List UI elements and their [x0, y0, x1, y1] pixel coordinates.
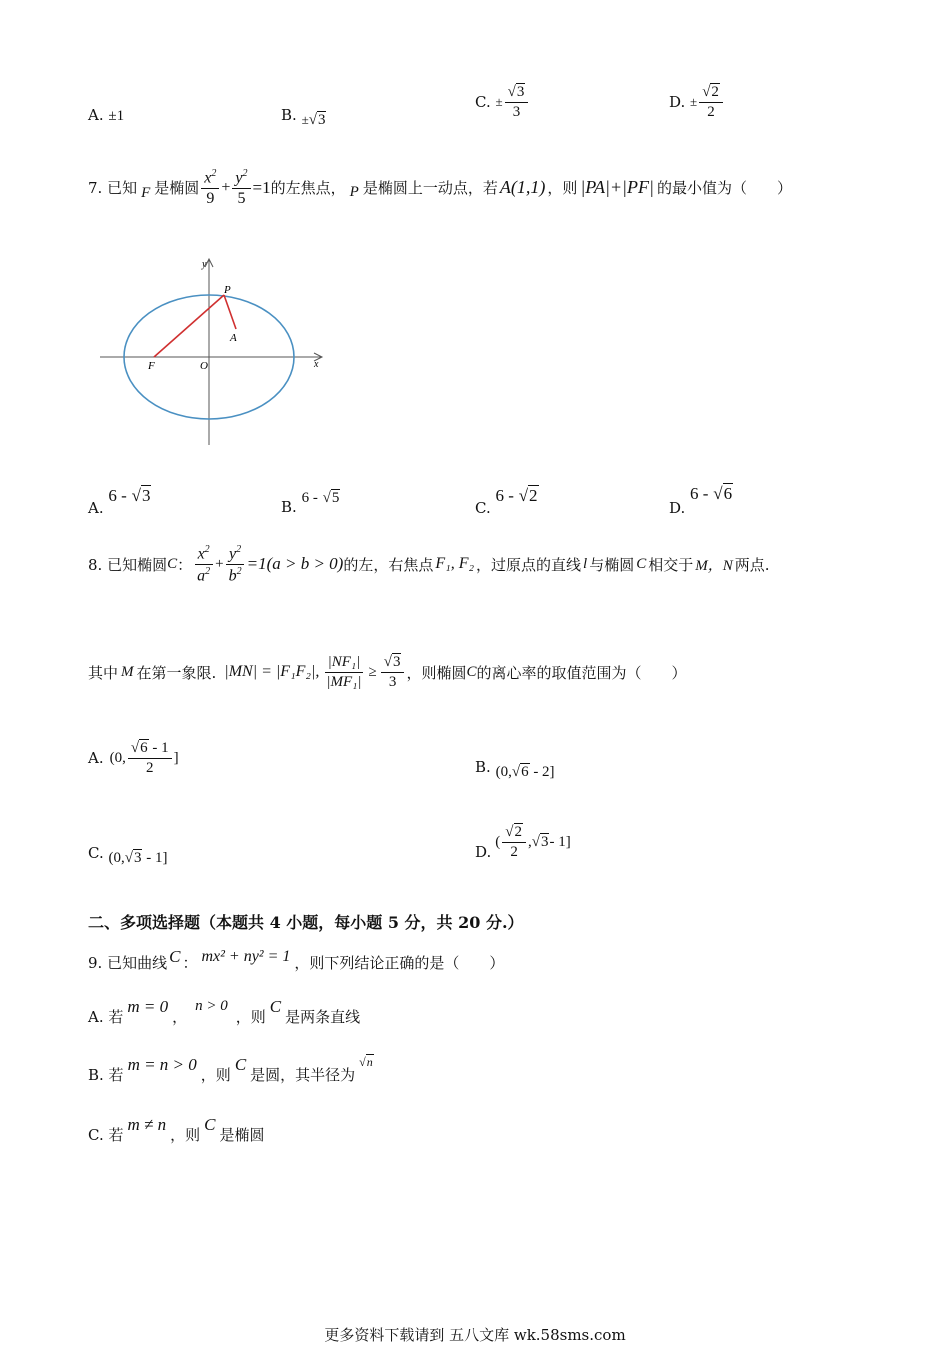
q8-stem-line2: 其中 M 在第一象限. |MN| = |F₁F₂|, $\frac{\text{|NF₁|}}{\text{|MF₁|}}$ ≥ $\frac{√3}{3}$ ，则椭圆 C 的离心率的取值范围为（ ）	[88, 654, 687, 690]
q6-option-c: C. ± $\frac{√3}{3}$	[475, 84, 530, 120]
label-y: y	[202, 259, 207, 270]
q9-stem: 9. 已知曲线 C ： mx² + ny² = 1 ，则下列结论正确的是（ ）	[88, 946, 505, 972]
q8-option-b: B. (0,√6 - 2]	[475, 758, 555, 780]
q8-stem-line1: 8. 已知椭圆 C ： $\frac{x^2}{a^2}$ + $\frac{y^2}{b^2}$ =1(a > b > 0) 的左，右焦点 F₁, F₂ ，过原点的直线 l 与椭圆 C 相交于 M，N 两点.	[88, 544, 770, 585]
q7-option-d: D. 6 - √6	[669, 484, 733, 517]
q8-option-a: A. (0, $\frac{√6 - 1}{2}$ ]	[88, 740, 179, 776]
q7-option-c: C. 6 - √2	[475, 486, 538, 517]
q9-option-b: B. 若 m = n > 0 ，则 C 是圆，其半径为 √n	[88, 1054, 373, 1084]
section-heading: 二、多项选择题（本题共 4 小题，每小题 5 分，共 20 分.）	[88, 913, 524, 932]
footer-text: 更多资料下载请到 五八文库 wk.58sms.com	[324, 1326, 626, 1344]
label-a: A	[230, 332, 237, 344]
q9-option-c: C. 若 m ≠ n ，则 C 是椭圆	[88, 1114, 265, 1144]
segment-pa	[224, 295, 236, 329]
q7-ellipse-figure	[96, 255, 332, 451]
q9-option-a: A. 若 m = 0 ， n > 0 ，则 C 是两条直线	[88, 996, 361, 1026]
label-p: P	[224, 284, 231, 296]
q6-option-a: A. ±1	[88, 106, 125, 124]
label-x: x	[314, 359, 319, 370]
q7-stem: 7. 已知 F 是椭圆 $\frac{x^2}{9}$ + $\frac{y^2}{5}$ =1 的左焦点， P 是椭圆上一动点，若 A(1,1) ，则 |PA|+|PF| 的最小值为（ ）	[88, 168, 792, 207]
q8-option-d: D. ( $\frac{√2}{2}$ , √3 - 1]	[475, 824, 571, 861]
q8-option-c: C. (0,√3 - 1]	[88, 844, 168, 866]
q7-option-b: B. 6 - √5	[281, 490, 340, 516]
q6-option-d: D. ± $\frac{√2}{2}$	[669, 84, 725, 120]
label-o: O	[200, 360, 208, 372]
q7-option-a: A. 6 - √3	[88, 486, 151, 517]
label-f: F	[148, 360, 155, 372]
q6-option-b: B. ±√3	[281, 106, 326, 128]
